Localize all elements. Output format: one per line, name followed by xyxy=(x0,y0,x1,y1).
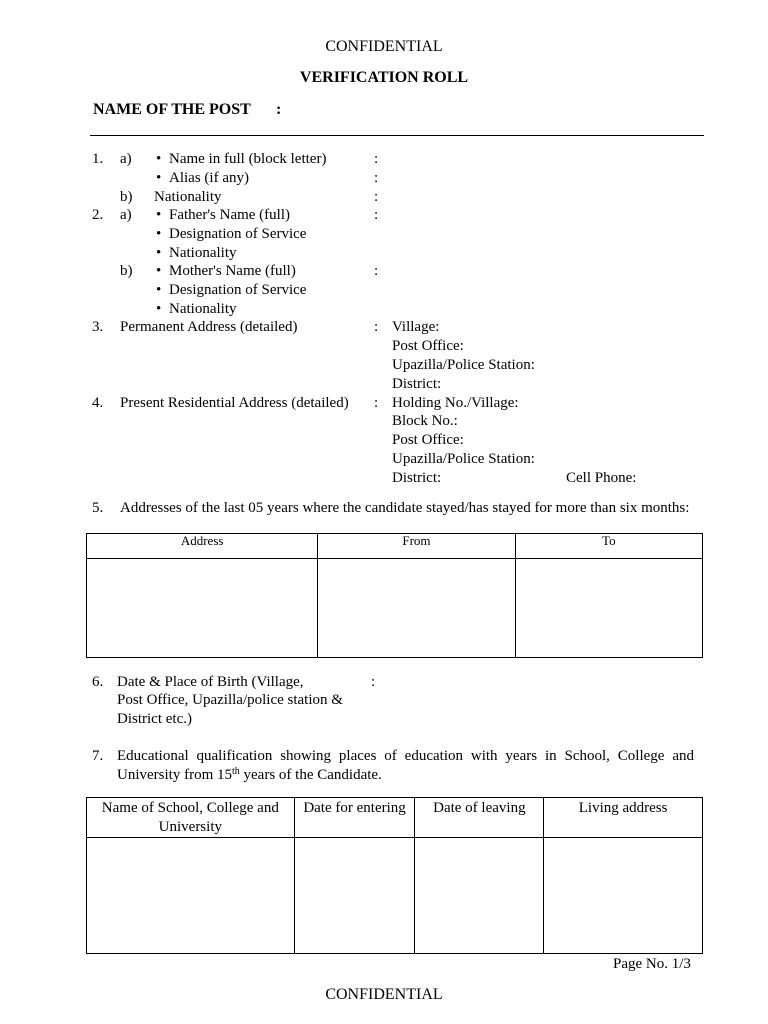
item1-name-full: • Name in full (block letter) xyxy=(169,150,326,169)
table-cell-date-entering[interactable] xyxy=(294,838,415,954)
table-cell-to[interactable] xyxy=(515,559,702,658)
item2-father-designation: • Designation of Service xyxy=(169,225,306,244)
item7-line2 xyxy=(117,766,382,785)
item4-label: Present Residential Address (detailed) xyxy=(120,395,349,411)
item7-line1: Educational qualification showing places of education with years in School, College and xyxy=(117,748,694,764)
confidential-header: CONFIDENTIAL xyxy=(325,38,443,55)
colon: : xyxy=(374,395,379,411)
item2-b-label: b) xyxy=(120,263,133,279)
field-upazilla: Upazilla/Police Station: xyxy=(392,451,535,467)
education-table xyxy=(86,797,703,954)
table-header-date-leaving: Date of leaving xyxy=(415,798,544,838)
item7-line2-pre: University from 15 xyxy=(117,767,232,783)
colon: : xyxy=(371,674,376,690)
item1-number: 1. xyxy=(92,151,104,167)
item6-line2: Post Office, Upazilla/police station & xyxy=(117,692,343,708)
post-label: NAME OF THE POST xyxy=(93,101,251,118)
colon: : xyxy=(374,263,379,279)
item2-father-nationality: • Nationality xyxy=(169,244,237,263)
colon: : xyxy=(374,319,379,335)
item1-nationality: Nationality xyxy=(154,189,222,205)
field-block-no: Block No.: xyxy=(392,413,458,429)
item3-label: Permanent Address (detailed) xyxy=(120,319,298,335)
item2-mother-designation: • Designation of Service xyxy=(169,281,306,300)
item5-number: 5. xyxy=(92,500,104,516)
item1-alias: • Alias (if any) xyxy=(169,169,249,188)
field-holding-village: Holding No./Village: xyxy=(392,395,519,411)
colon: : xyxy=(374,189,379,205)
confidential-footer: CONFIDENTIAL xyxy=(325,986,443,1003)
item7-number: 7. xyxy=(92,748,104,764)
table-header-date-entering: Date for entering xyxy=(294,798,415,838)
item2-father-name: • Father's Name (full) xyxy=(169,206,290,225)
item7-line2-post: years of the Candidate. xyxy=(239,767,382,783)
item1-a-label: a) xyxy=(120,151,132,167)
item6-line1: Date & Place of Birth (Village, xyxy=(117,674,304,690)
item1-b-label: b) xyxy=(120,189,133,205)
colon: : xyxy=(374,207,379,223)
table-cell-living-address[interactable] xyxy=(544,838,703,954)
field-post-office: Post Office: xyxy=(392,432,464,448)
item7-line2-sup: th xyxy=(231,766,240,777)
item2-mother-name: • Mother's Name (full) xyxy=(169,262,296,281)
table-cell-address[interactable] xyxy=(87,559,318,658)
item6-line3: District etc.) xyxy=(117,711,192,727)
table-header-to: To xyxy=(515,534,702,559)
document-title: VERIFICATION ROLL xyxy=(299,69,469,86)
field-post-office: Post Office: xyxy=(392,338,464,354)
colon: : xyxy=(374,170,379,186)
field-village: Village: xyxy=(392,319,440,335)
item6-number: 6. xyxy=(92,674,104,690)
table-cell-institution[interactable] xyxy=(87,838,295,954)
item2-a-label: a) xyxy=(120,207,132,223)
item5-text: Addresses of the last 05 years where the candidate stayed/has stayed for more than six months: xyxy=(120,500,690,516)
table-header-living-address: Living address xyxy=(544,798,703,838)
field-district: District: xyxy=(392,470,442,486)
post-colon: : xyxy=(276,101,282,118)
item3-number: 3. xyxy=(92,319,104,335)
table-header-from: From xyxy=(318,534,515,559)
item2-mother-nationality: • Nationality xyxy=(169,300,237,319)
field-district: District: xyxy=(392,376,442,392)
item4-number: 4. xyxy=(92,395,104,411)
table-cell-from[interactable] xyxy=(318,559,515,658)
colon: : xyxy=(374,151,379,167)
page-number: Page No. 1/3 xyxy=(613,956,691,972)
table-header-institution: Name of School, College and University xyxy=(87,798,295,838)
header-divider xyxy=(90,135,704,136)
table-header-address: Address xyxy=(87,534,318,559)
field-cell-phone: Cell Phone: xyxy=(566,470,637,486)
table-cell-date-leaving[interactable] xyxy=(415,838,544,954)
addresses-table xyxy=(86,533,703,658)
field-upazilla: Upazilla/Police Station: xyxy=(392,357,535,373)
item2-number: 2. xyxy=(92,207,104,223)
